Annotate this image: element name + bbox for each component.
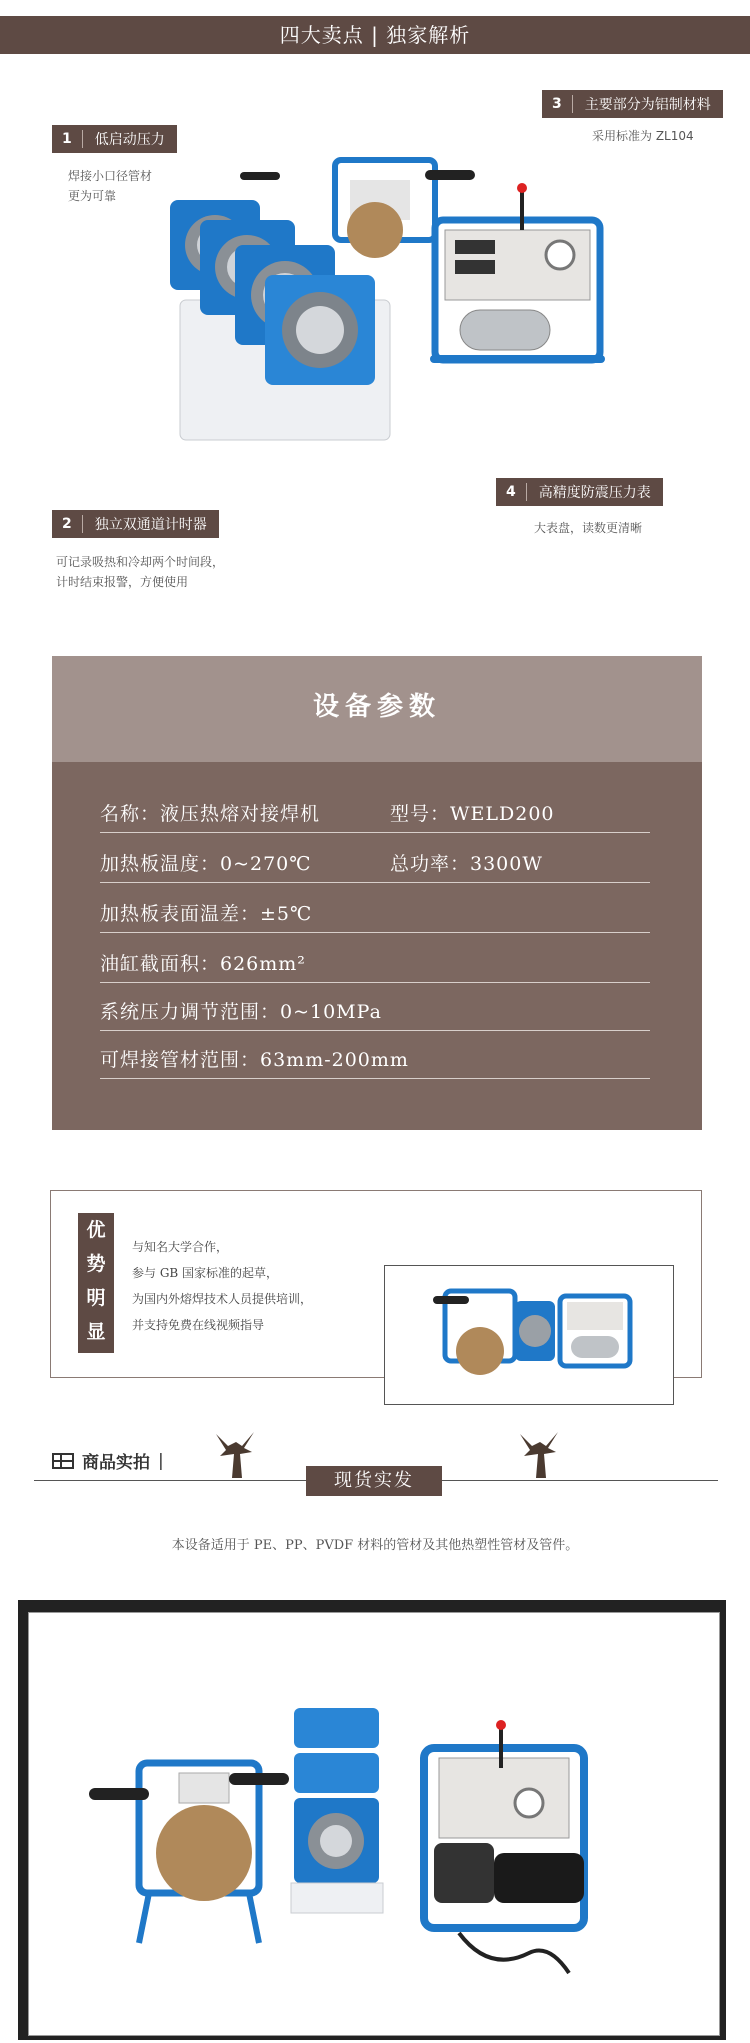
feature-1-desc-line-1: 焊接小口径管材 [68, 169, 153, 183]
badge-char-2: 势 [86, 1253, 106, 1275]
feature-4-desc-line-1: 大表盘，读数更清晰 [534, 521, 643, 535]
advantage-photo [384, 1265, 674, 1405]
feature-1-label: 低启动压力 [94, 132, 165, 148]
advantage-line-2: 参与 GB 国家标准的起草， [132, 1266, 279, 1280]
advantage-machine-image [385, 1266, 673, 1404]
photo-clamp-unit [291, 1708, 383, 1913]
param-row-2-a: 加热板温度：0~270℃ [100, 853, 312, 875]
apply-text: 本设备适用于 PE、PP、PVDF 材料的管材及其他热塑性管材及管件。 [171, 1538, 579, 1553]
realshot-label [52, 1448, 164, 1473]
photo-hydraulic-unit [424, 1720, 584, 1973]
feature-2-label: 独立双通道计时器 [94, 517, 207, 533]
advantage-line-3: 为国内外熔焊技术人员提供培训， [132, 1292, 313, 1306]
feature-2-desc-line-1: 可记录吸热和冷却两个时间段， [56, 555, 225, 569]
clamp-ring-4 [265, 275, 375, 385]
grid-icon [52, 1453, 74, 1469]
param-row-2 [100, 846, 650, 883]
realshot-center-badge: 现货实发 [306, 1466, 442, 1496]
feature-4-tag [496, 478, 663, 506]
deer-icon-right [510, 1428, 566, 1484]
param-row-6 [100, 1042, 650, 1079]
product-photo [28, 1612, 720, 2036]
feature-1-num: 1 [52, 130, 83, 148]
feature-3-label: 主要部分为铝制材料 [584, 97, 711, 113]
machine-illustration [160, 150, 610, 490]
header-title: 四大卖点 | 独家解析 [279, 23, 471, 47]
param-row-1 [100, 796, 650, 833]
feature-2-num: 2 [52, 515, 83, 533]
advantage-line-1: 与知名大学合作， [132, 1240, 229, 1254]
param-row-1-a: 名称：液压热熔对接焊机 [100, 803, 321, 825]
feature-1-desc-line-2: 更为可靠 [68, 189, 117, 203]
param-row-2-b: 总功率：3300W [390, 853, 543, 875]
feature-4-num: 4 [496, 483, 527, 501]
params-title: 设备参数 [312, 692, 441, 722]
feature-3-tag [542, 90, 723, 118]
photo-heating-plate [89, 1763, 289, 1943]
param-row-1-b: 型号：WELD200 [390, 803, 555, 825]
feature-2-desc-line-2: 计时结束报警，方便使用 [56, 575, 189, 589]
hydraulic-unit [430, 183, 605, 363]
badge-char-4: 显 [86, 1321, 106, 1343]
param-row-5 [100, 994, 650, 1031]
feature-3-desc-line-1: 采用标准为 ZL104 [592, 129, 694, 143]
param-row-3-a: 加热板表面温差：±5℃ [100, 903, 313, 925]
feature-1-desc [68, 166, 152, 206]
advantage-line-4: 并支持免费在线视频指导 [132, 1318, 265, 1332]
deer-icon-left [206, 1428, 262, 1484]
param-row-5-a: 系统压力调节范围：0~10MPa [100, 1001, 382, 1023]
feature-3-num: 3 [542, 95, 573, 113]
param-row-4-a: 油缸截面积：626mm² [100, 953, 306, 975]
realshot-label-text: 商品实拍 [82, 1453, 150, 1473]
feature-4-desc [534, 518, 642, 538]
advantage-badge [78, 1213, 114, 1353]
feature-4-label: 高精度防震压力表 [538, 485, 651, 501]
feature-3-desc [592, 126, 694, 146]
feature-2-tag [52, 510, 219, 538]
badge-char-1: 优 [86, 1219, 106, 1241]
param-row-4 [100, 946, 650, 983]
divider-glyph: | [158, 1450, 164, 1471]
header-bar [0, 16, 750, 54]
product-photo-image [29, 1613, 719, 2035]
param-row-6-a: 可焊接管材范围：63mm-200mm [100, 1049, 409, 1071]
feature-1-tag [52, 125, 177, 153]
feature-2-desc [56, 552, 224, 592]
param-row-3 [100, 896, 650, 933]
badge-char-3: 明 [86, 1287, 106, 1309]
